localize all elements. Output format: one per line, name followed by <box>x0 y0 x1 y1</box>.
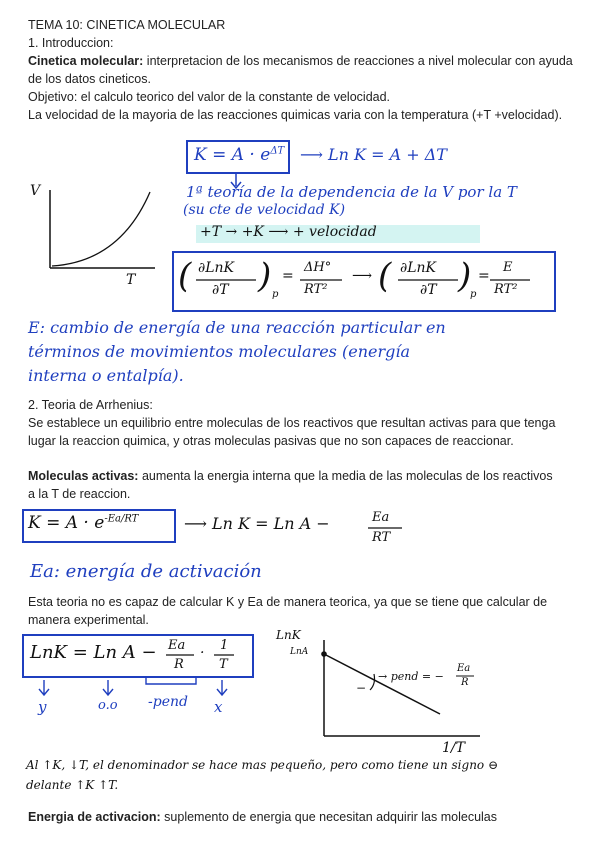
subscript-p-2: p <box>470 289 477 300</box>
label-y: y <box>38 698 47 716</box>
deriv-mid-denominator: RT² <box>304 282 328 297</box>
graph2-y-label: LnK <box>276 628 301 642</box>
label-origin: o.o <box>98 698 118 713</box>
deriv-end-numerator: E <box>503 260 513 275</box>
arrhenius-equation: $K = A \cdot e^{-Ea/RT}$ <box>28 513 139 533</box>
deriv-left-numerator: ∂LnK <box>198 260 235 276</box>
graph2-slope-denominator: R <box>461 677 469 688</box>
linear-denominator-r: R <box>174 657 184 672</box>
final-note-line2: delante ↑K ↑T. <box>26 778 119 792</box>
section-heading-intro: 1. Introduccion: <box>28 36 114 50</box>
deriv-mid-numerator: ΔH° <box>304 260 332 275</box>
arrhenius-paragraph: Se establece un equilibrio entre moleculas de los reactivos que resultan activas para que tenga lugar la reaccion quimica, y otras moleculas pasivas que no son capaces de reaccionar. <box>28 416 556 448</box>
linear-denominator-t: T <box>219 657 228 672</box>
deriv-right-denominator: ∂T <box>420 282 437 298</box>
term-active-molecules: Moleculas activas: <box>28 469 139 483</box>
graph2-slope-numerator: Ea <box>457 663 471 674</box>
velocity-text: La velocidad de la mayoria de las reacciones quimicas varia con la temperatura (+T +velocidad). <box>28 108 563 122</box>
section-heading-arrhenius: 2. Teoria de Arrhenius: <box>28 398 153 412</box>
graph-y-label: V <box>30 183 41 199</box>
energy-note-line3: interna o entalpía). <box>28 366 184 385</box>
graph2-intercept-label: LnA <box>290 647 309 657</box>
theory-note-line2: (su cte de velocidad K) <box>183 202 346 218</box>
deriv-right-numerator: ∂LnK <box>400 260 437 276</box>
objective-text: Objetivo: el calculo teorico del valor de la constante de velocidad. <box>28 90 391 104</box>
energy-note-line2: términos de movimientos moleculares (energía <box>28 342 411 361</box>
experimental-paragraph: Esta teoria no es capaz de calcular K y Ea de manera teorica, ya que se tiene que calcular de manera experimental. <box>28 595 548 627</box>
linear-numerator-ea: Ea <box>168 638 186 653</box>
subscript-p-1: p <box>272 289 279 300</box>
term-activation-energy: Energia de activacion: <box>28 810 161 824</box>
label-slope: -pend <box>148 694 188 710</box>
activation-energy-definition: Energia de activacion: suplemento de energia que necesitan adquirir las moleculas <box>28 810 498 824</box>
definition-text: interpretacion de los mecanismos de reacciones a nivel molecular con ayuda de los datos cineticos. <box>28 54 573 86</box>
deriv-end-denominator: RT² <box>494 282 518 297</box>
activation-energy-note: Ea: energía de activación <box>30 561 262 582</box>
final-note-line1: Al ↑K, ↓T, el denominador se hace mas pequeño, pero como tiene un signo ⊖ <box>26 758 499 772</box>
equation-lnk: ⟶ Ln K = A + ΔT <box>300 145 447 164</box>
graph2-slope-label: → pend = − <box>378 670 444 683</box>
arrhenius-denominator: RT <box>372 530 391 545</box>
energy-note-line1: E: cambio de energía de una reacción particular en <box>28 318 446 337</box>
graph-x-label: T <box>126 272 136 288</box>
arrhenius-log-equation: ⟶ Ln K = Ln A − <box>184 514 330 533</box>
label-x: x <box>214 698 223 716</box>
deriv-left-denominator: ∂T <box>212 282 229 298</box>
linear-equation: LnK = Ln A − <box>30 642 157 663</box>
page-title: TEMA 10: CINETICA MOLECULAR <box>28 18 226 32</box>
graph2-minus: − <box>356 681 367 695</box>
term-cinetica: Cinetica molecular: <box>28 54 144 68</box>
active-molecules-definition: Moleculas activas: aumenta la energia interna que la media de las moleculas de los reactivos a la T de reaccion. <box>28 469 553 501</box>
temperature-arrow-line: +T → +K ⟶ + velocidad <box>200 224 377 240</box>
graph2-x-label: 1/T <box>442 740 465 756</box>
theory-note-line1: 1ª teoría de la dependencia de la V por la T <box>186 183 517 201</box>
linear-numerator-1: 1 <box>220 638 229 653</box>
arrhenius-numerator: Ea <box>372 510 390 525</box>
equation-k-ae: $K = A \cdot e^{\Delta T}$ <box>194 145 285 165</box>
